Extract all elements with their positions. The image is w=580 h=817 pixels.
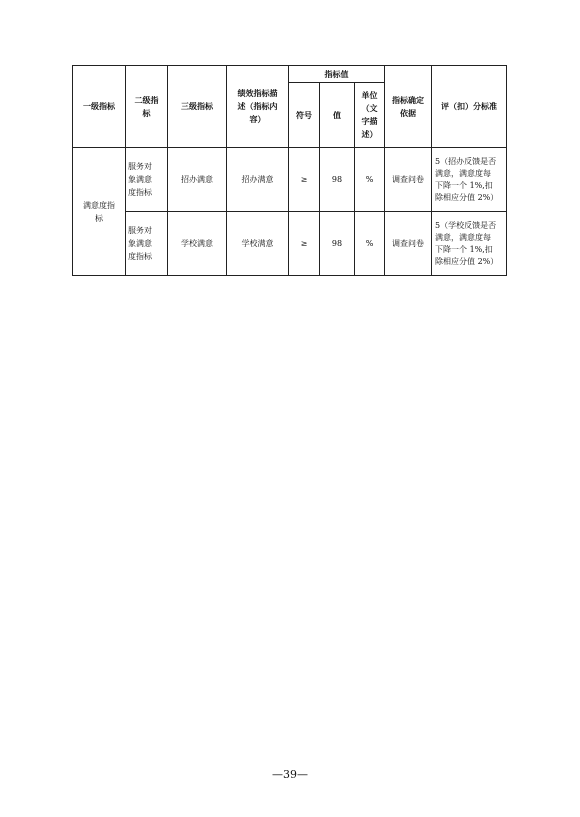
page-number: —39— bbox=[272, 768, 308, 781]
unit-cell: % bbox=[355, 212, 385, 276]
level2-text: 服务对 象满意 度指标 bbox=[128, 162, 152, 197]
level3-cell: 招办满意 bbox=[168, 148, 227, 212]
header-level3: 三级指标 bbox=[168, 66, 227, 148]
header-basis-text: 指标确定 依据 bbox=[392, 95, 425, 118]
symbol-cell: ≥ bbox=[289, 148, 320, 212]
header-description-text: 绩效指标描 述（指标内 容） bbox=[237, 89, 278, 124]
level2-cell bbox=[126, 148, 168, 212]
performance-indicator-table bbox=[72, 65, 507, 276]
header-target-group: 指标值 bbox=[289, 66, 385, 83]
level1-text: 满意度指 标 bbox=[83, 200, 115, 223]
scoring-cell bbox=[432, 148, 507, 212]
level2-cell bbox=[126, 212, 168, 276]
scoring-text: 5（招办反馈是否 满意，满意度每 下降一个 1%,扣 除相应分值 2%） bbox=[435, 156, 499, 202]
description-cell: 招办满意 bbox=[227, 148, 289, 212]
header-symbol: 符号 bbox=[289, 83, 320, 148]
level3-cell: 学校满意 bbox=[168, 212, 227, 276]
header-unit-text: 单位 （文 字描 述） bbox=[361, 91, 378, 139]
scoring-text: 5（学校反馈是否 满意，满意度每 下降一个 1%,扣 除相应分值 2%） bbox=[435, 220, 499, 266]
level1-cell bbox=[73, 148, 126, 276]
header-level2-text: 二级指 标 bbox=[134, 95, 159, 118]
unit-cell: % bbox=[355, 148, 385, 212]
header-level1: 一级指标 bbox=[73, 66, 126, 148]
header-level2 bbox=[126, 66, 168, 148]
header-scoring: 评（扣）分标准 bbox=[432, 66, 507, 148]
header-unit bbox=[355, 83, 385, 148]
header-basis bbox=[385, 66, 432, 148]
table-row bbox=[73, 212, 507, 276]
level2-text: 服务对 象满意 度指标 bbox=[128, 226, 152, 261]
header-description bbox=[227, 66, 289, 148]
value-cell: 98 bbox=[320, 148, 355, 212]
basis-cell: 调查问卷 bbox=[385, 148, 432, 212]
description-cell: 学校满意 bbox=[227, 212, 289, 276]
value-cell: 98 bbox=[320, 212, 355, 276]
basis-cell: 调查问卷 bbox=[385, 212, 432, 276]
table-row bbox=[73, 148, 507, 212]
scoring-cell bbox=[432, 212, 507, 276]
symbol-cell: ≥ bbox=[289, 212, 320, 276]
header-value: 值 bbox=[320, 83, 355, 148]
